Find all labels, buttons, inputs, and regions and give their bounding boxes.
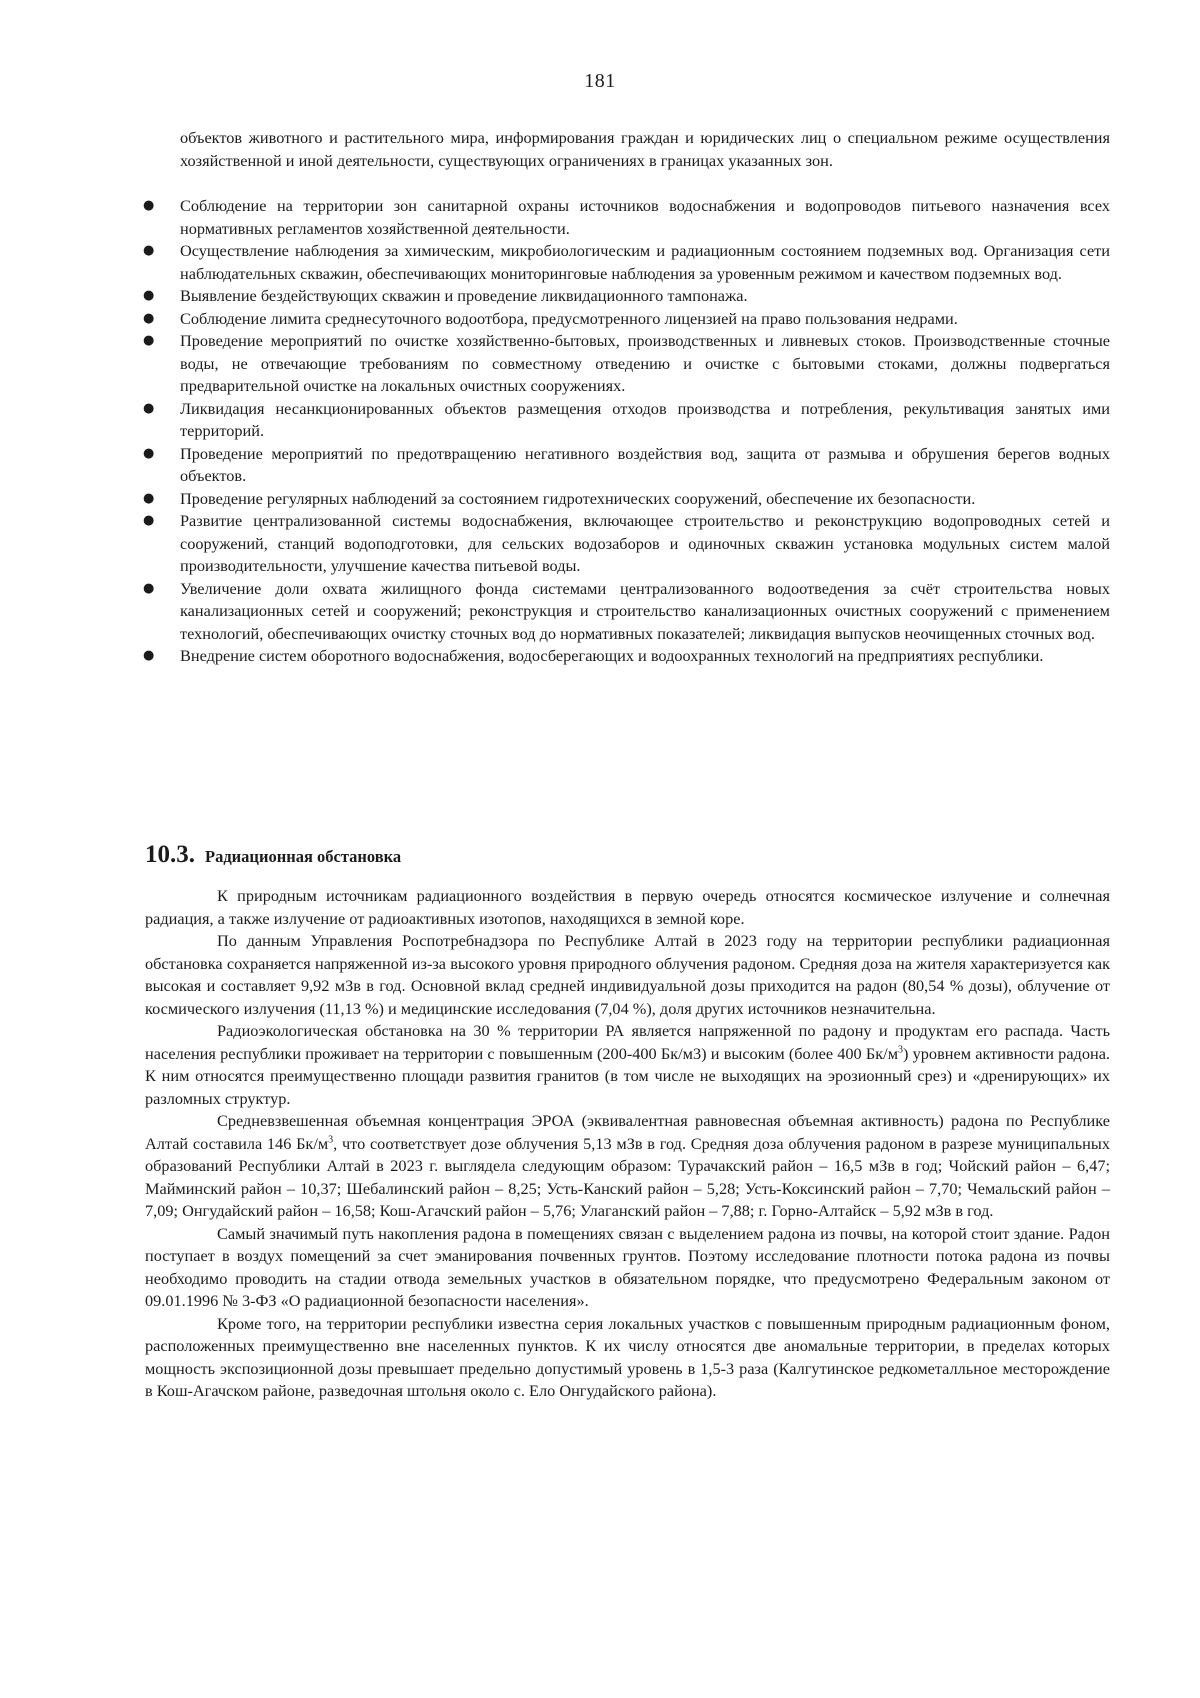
list-item [143,645,1110,668]
bullet-icon: ● [143,513,155,528]
bullet-icon: ● [143,310,155,326]
list-item-text: Ликвидация несанкционированных объектов размещения отходов производства и потребления, рекультивация занятых ими территорий. [180,398,1110,440]
paragraph: Самый значимый путь накопления радона в помещениях связан с выделением радона из почвы, на которой стоит здание. Радон поступает в воздух помещений за счет эманирования почвенных грунтов. Поэтому исследование плотности потока радона из почвы необходимо проводить на стадии отвода земельных участков в обязательном порядке, что предусмотрено Федеральным законом от 09.01.1996 № 3-ФЗ «О радиационной безопасности населения». [145,1223,1110,1310]
list-item [143,578,1110,646]
list-item [143,308,1110,331]
list-item [143,510,1110,578]
list-item [143,488,1110,511]
paragraph-text: , что соответствует дозе облучения 5,13 мЗв в год. Средняя доза облучения радоном в разрезе муниципальных образований Республики Алтай в 2023 г. выглядела следующим образом: Турачакский район – 16,5 мЗв в год; Чойский район – 6,47; Майминский район – 10,37; Шебалинский район – 8,25; Усть-Канский район – 5,28; Усть-Коксинский район – 7,70; Чемальский район – 7,09; Онгудайский район – 16,58; Кош-Агачский район – 5,76; Улаганский район – 7,88; г. Горно-Алтайск – 5,92 мЗв в год. [145,1133,1110,1220]
list-item-text: Развитие централизованной системы водоснабжения, включающее строительство и реконструкцию водопроводных сетей и сооружений, станций водоподготовки, для сельских водозаборов и одиночных скважин установка модульных систем малой производительности, улучшение качества питьевой воды. [180,511,1110,575]
list-item-text: Соблюдение лимита среднесуточного водоотбора, предусмотренного лицензией на право пользования недрами. [180,308,958,328]
section-number: 10.3. [145,841,195,868]
section-title: Радиационная обстановка [205,847,402,866]
bullet-icon: ● [143,490,155,506]
list-item-text: Осуществление наблюдения за химическим, микробиологическим и радиационным состоянием подземных вод. Организация сети наблюдательных скважин, обеспечивающих мониторинговые наблюдения за уровенным режимом и качеством подземных вод. [180,241,1110,283]
bullet-icon: ● [143,400,155,416]
paragraph-text: Радиоэкологическая обстановка на 30 % территории РА является напряженной по радону и продуктам его распада. Часть населения республики проживает на территории с повышенным (200-400 Бк/м3) и высоким (более 400 Бк/м [145,1021,1110,1063]
bullet-list [143,195,1110,668]
paragraph-text: ) уровнем активности радона. К ним относятся преимущественно площади развития гранитов (в том числе не выходящих на эрозионный срез) и «дренирующих» их разломных структур. [145,1043,1110,1108]
intro-paragraph: объектов животного и растительного мира, информирования граждан и юридических лиц о специальном режиме осуществления хозяйственной и иной деятельности, существующих ограничениях в границах указанных зон. [180,128,1110,170]
bullet-icon: ● [143,243,155,258]
superscript: 3 [898,1044,903,1056]
list-item [143,195,1110,240]
list-item [143,330,1110,398]
list-item [143,240,1110,285]
list-item [143,443,1110,488]
list-item [143,398,1110,443]
list-item-text: Увеличение доли охвата жилищного фонда системами централизованного водоотведения за счёт строительства новых канализационных сетей и сооружений; реконструкция и строительство канализационных очистных сооружений с применением технологий, обеспечивающих очистку сточных вод до нормативных показателей; ликвидация выпусков неочищенных сточных вод. [180,578,1110,643]
bullet-icon: ● [143,648,155,663]
list-item-text: Проведение регулярных наблюдений за состоянием гидротехнических сооружений, обеспечение их безопасности. [180,488,976,508]
paragraph: К природным источникам радиационного воздействия в первую очередь относятся космическое излучение и солнечная радиация, а также излучение от радиоактивных изотопов, находящихся в земной коре. [145,886,1110,928]
paragraph [145,1020,1110,1110]
list-item-text: Соблюдение на территории зон санитарной охраны источников водоснабжения и водопроводов питьевого назначения всех нормативных регламентов хозяйственной деятельности. [180,196,1110,238]
bullet-icon: ● [143,580,155,596]
page-number: 181 [584,70,616,92]
section-heading [145,841,1105,869]
list-item-text: Внедрение систем оборотного водоснабжения, водосберегающих и водоохранных технологий на предприятиях республики. [180,646,1044,665]
paragraph: Кроме того, на территории республики известна серия локальных участков с повышенным природным радиационным фоном, расположенных преимущественно вне населенных пунктов. К их числу относятся две аномальные территории, в пределах которых мощность экспозиционной дозы превышает предельно допустимый уровень в 1,5-3 раза (Калгутинское редкометалльное месторождение в Кош-Агачском районе, разведочная штольня около с. Ело Онгудайского района). [145,1313,1110,1400]
list-item-text: Проведение мероприятий по очистке хозяйственно-бытовых, производственных и ливневых стоков. Производственные сточные воды, не отвечающие требованиям по совместному отведению и очистке с бытовыми стоками, должны подвергаться предварительной очистке на локальных очистных сооружениях. [180,331,1110,395]
paragraph [145,1110,1110,1223]
bullet-icon: ● [143,198,155,213]
list-item-text: Выявление бездействующих скважин и проведение ликвидационного тампонажа. [180,286,748,305]
section-body [145,885,1110,1403]
bullet-icon: ● [143,288,155,303]
paragraph: По данным Управления Роспотребнадзора по Республике Алтай в 2023 году на территории республики радиационная обстановка сохраняется напряженной из-за высокого уровня природного облучения радоном. Средняя доза на жителя характеризуется как высокая и составляет 9,92 мЗв в год. Основной вклад средней индивидуальной дозы приходится на радон (80,54 % дозы), облучение от космического излучения (11,13 %) и медицинские исследования (7,04 %), доля других источников незначительна. [145,931,1110,1018]
bullet-icon: ● [143,333,155,348]
paragraph-text: Средневзвешенная объемная концентрация ЭРОА (эквивалентная равновесная объемная активность) радона по Республике Алтай составила 146 Бк/м [145,1111,1110,1153]
superscript: 3 [328,1134,334,1146]
bullet-icon: ● [143,445,155,461]
list-item-text: Проведение мероприятий по предотвращению негативного воздействия вод, защита от размыва и обрушения берегов водных объектов. [180,443,1110,485]
list-item [143,285,1110,308]
